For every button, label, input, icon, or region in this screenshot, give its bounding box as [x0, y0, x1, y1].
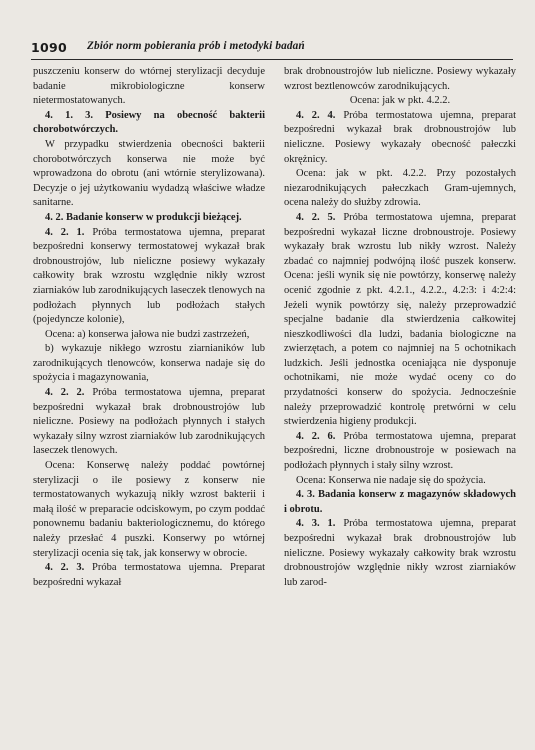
paragraph-text: W przypadku stwierdzenia obecności bakterii chorobotwórczych konserwa nie może być wprowadzona do obrotu (ani wtórnie sterylizowana). Decyzje o jej użytkowaniu wydadzą właściwe władze sanitarne.	[33, 138, 265, 209]
section-number: 4. 2. 2.	[45, 387, 85, 399]
section-number: 4. 3. 1.	[296, 518, 336, 530]
paragraph-text: Ocena: a) konserwa jałowa nie budzi zastrzeżeń,	[45, 328, 250, 340]
section-number: 4. 2. 4.	[296, 109, 336, 121]
paragraph	[284, 94, 516, 109]
paragraph-text: Ocena: jak w pkt. 4.2.2.	[349, 95, 451, 107]
paragraph-text: 4. 1. 3. Posiewy na obecność bakterii chorobotwórczych.	[33, 109, 265, 136]
paragraph-text: Ocena: Konserwa nie nadaje się do spożycia.	[296, 474, 486, 486]
section-number: 4. 2. 5.	[296, 211, 336, 223]
paragraph	[284, 474, 516, 489]
paragraph-text: Próba termostatowa ujemna, preparat bezpośredni wykazał brak drobnoustrojów lub nieliczne. Posiewy na podłożach płynnych i stałych wykazały silny wzrost ziarniaków lub zarodnikujących laseczek tlenowych.	[33, 387, 266, 457]
paragraph-text: puszczeniu konserw do wtórnej sterylizacji decyduje badanie mikrobiologiczne konserw nietermostatowanych.	[33, 66, 265, 107]
paragraph	[33, 65, 265, 109]
paragraph	[284, 167, 516, 211]
paragraph	[33, 459, 265, 561]
paragraph	[284, 517, 516, 590]
paragraph-text: Ocena: Konserwę należy poddać powtórnej sterylizacji o ile posiewy z konserw nie termostatowanych wykazują nikły wzrost bakterii i małą ilość w preparacie odciskowym, po czym poddać ponownemu badaniu bakteriologicznemu, do którego należy przesłać 4 puszki. Konserwy po wtórnej sterylizacji ocenia się tak, jak konserwy w obrocie.	[33, 460, 265, 559]
paragraph	[33, 328, 265, 343]
paragraph	[33, 386, 265, 459]
paragraph	[33, 561, 265, 590]
paragraph-text: Próba termostatowa ujemna, preparat bezpośredni, liczne drobnoustroje w posiewach na podłożach płynnych i stały silny wzrost.	[284, 430, 517, 472]
right-column	[284, 65, 516, 590]
section-heading	[33, 211, 265, 226]
paragraph	[33, 226, 265, 328]
header-rule	[31, 59, 513, 60]
paragraph-text: Próba termostatowa ujemna, preparat bezpośredni wykazał liczne drobnoustroje. Posiewy wykazały brak wzrostu lub nikły wzrost. Należy zbadać co najmniej podwójną ilość puszek konserw. Ocena: jeśli wynik się nie powtórzy, konserwę należy ocenić zgodnie z pkt. 4.2.1., 4.2.2., 4.2:3: i 4:2:4: Jeżeli wynik powtórzy się, należy przeprowadzić specjalne badanie dla stwierdzenia całkowitej nieszkodliwości dla ludzi, badania biologiczne na zwierzętach, a potem co najmniej na 5 ochotnikach ludzkich. Jeśli jednostka oceniająca nie dysponuje ochotnikami, nie może wydać oceny co do przydatności konserw do spożycia. Jednocześnie należy przeprowadzić kontrolę pretwórni w celu stwierdzenia higieny produkcji.	[284, 211, 517, 428]
paragraph	[33, 342, 265, 386]
section-number: 4. 2. 3.	[45, 562, 85, 574]
paragraph-text: Ocena: jak w pkt. 4.2.2. Przy pozostałych niezarodnikujących pałeczkach Gram-ujemnych, ocena należy do służby zdrowia.	[284, 168, 516, 209]
paragraph	[284, 211, 516, 430]
paragraph	[284, 109, 516, 167]
paragraph	[33, 138, 265, 211]
section-number: 4. 2. 6.	[296, 430, 336, 442]
section-heading	[33, 109, 265, 138]
paragraph-text: Próba termostatowa ujemna. Preparat bezpośredni wykazał	[33, 562, 266, 588]
paragraph	[284, 65, 516, 94]
paragraph-text: brak drobnoustrojów lub nieliczne. Posiewy wykazały wzrost beztlenowców zarodnikujących.	[284, 66, 516, 92]
paragraph-text: 4. 3. Badania konserw z magazynów składowych i obrotu.	[284, 489, 516, 515]
paragraph	[284, 430, 516, 474]
paragraph-text: Próba termostatowa ujemna, preparat bezpośredni wykazał brak drobnoustrojów lub nieliczne. Posiewy wykazały obecność pałeczki okrężnicy.	[284, 109, 517, 165]
section-heading	[284, 488, 516, 517]
running-title: Zbiór norm pobierania prób i metodyki badań	[87, 40, 305, 52]
page-header	[31, 40, 513, 56]
paragraph-text: 4. 2. Badanie konserw w produkcji bieżącej.	[45, 211, 242, 223]
page-number: 1090	[31, 40, 67, 55]
paragraph-text: b) wykazuje nikłego wzrostu ziarnianików lub zarodnikujących tlenowców, konserwa nadaje się do spożycia i magazynowania,	[33, 343, 265, 384]
paragraph-text: Próba termostatowa ujemna, preparat bezpośredni wykazał brak drobnoustrojów lub nieliczne. Posiewy wykazały całkowity brak wzrostu drobnoustrojów względnie nikły wzrost ziarniaków lub zarod-	[284, 518, 517, 588]
left-column	[33, 65, 265, 590]
section-number: 4. 2. 1.	[45, 226, 85, 238]
paragraph-text: Próba termostatowa ujemna, preparat bezpośredni konserwy termostatowej wykazał brak drobnoustrojów, lub nieliczne posiewy wykazały całkowity brak wzrostu względnie nikły wzrost ziarniaków lub zarodnikujących laseczek tlenowych na podłożach płynnych lub podłożach stałych (pojedyncze kolonie),	[33, 226, 266, 326]
